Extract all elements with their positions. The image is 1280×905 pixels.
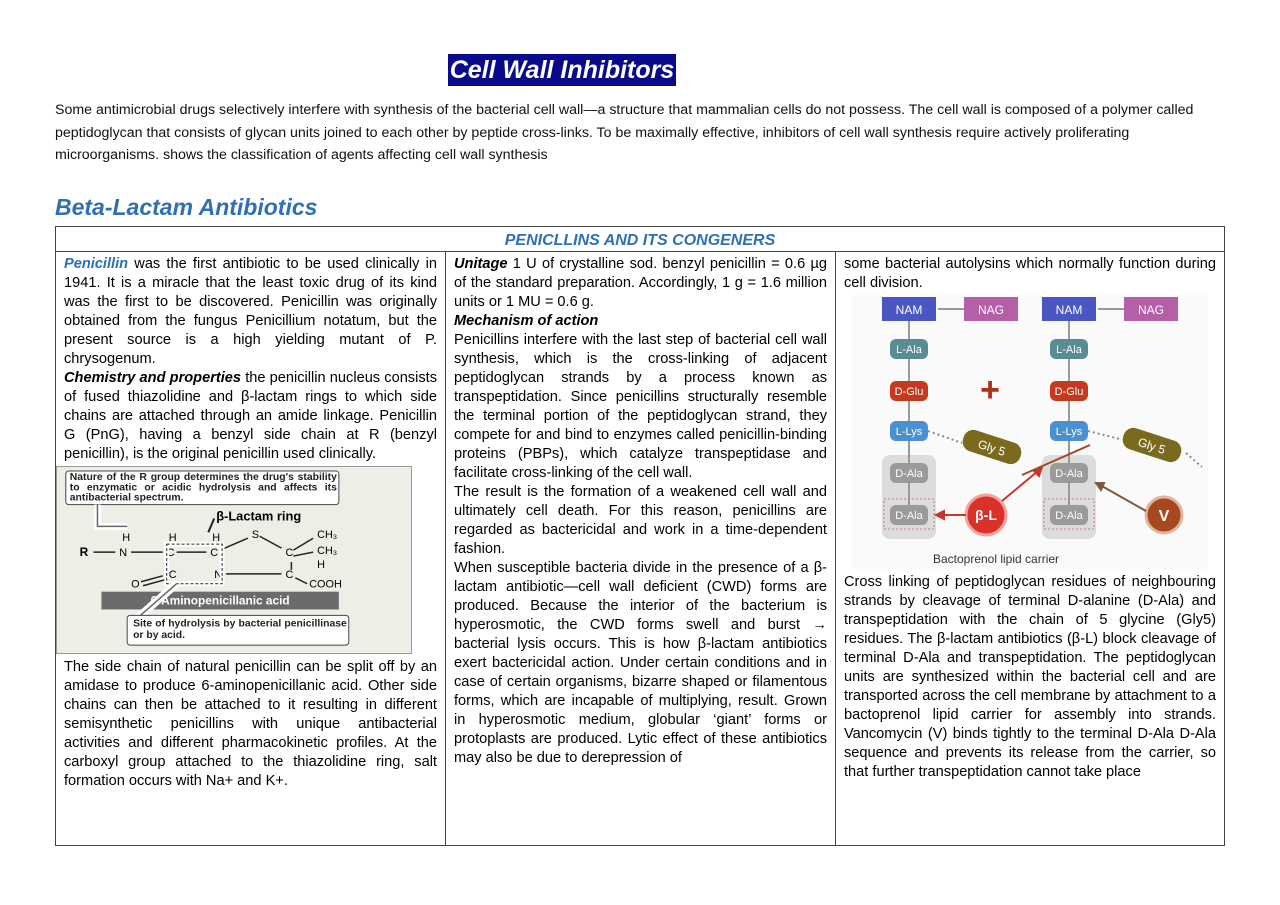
table-column-1 [56,252,446,845]
unitage-term: Unitage [454,256,508,272]
penicillin-paragraph [64,255,437,369]
atom-n-1: N [119,547,128,560]
callout-bottom-text: Site of hydrolysis by bacterial penicillinase or by acid. [133,617,347,642]
l-lys-label-1: L-Lys [895,426,923,438]
cwd-paragraph: When susceptible bacteria divide in the presence of a β-lactam antibiotic—cell wall deficient (CWD) forms are produced. Because the interior of the bacterium is hyperosmotic, the CWD forms swell and burst → bacterial lysis occurs. This is how β-lactam antibiotics exert bactericidal action. Under certain conditions and in case of certain organisms, bizarre shaped or filamentous forms, which are incapable of multiplying, result. Grown in hyperosmotic medium, globular ‘giant’ forms or protoplasts are produced. Lytic effect of these antibiotics may also be due to derepression of [454,560,827,766]
atom-c-1: C [166,547,175,560]
table-column-3 [836,252,1224,845]
nam-label-1: NAM [895,303,923,317]
unitage-text: 1 U of crystalline sod. benzyl penicillin = 0.6 µg of the standard preparation. Accordingly, 1 g = 1.6 million units or 1 MU = 0.6 g. [454,256,827,310]
l-lys-label-2: L-Lys [1055,426,1083,438]
nam-label-2: NAM [1055,303,1083,317]
chemistry-text: the penicillin nucleus consists of fused thiazolidine and β-lactam rings to which side chains are attached through an amide linkage. Penicillin G (PnG), having a benzyl side chain at R (benzyl penicillin), is the original penicillin used clinically. [64,370,437,462]
vancomycin-label: V [1158,508,1170,525]
callout-top-text: Nature of the R group determines the drug's stability to enzymatic or acidic hydrolysis and affects its antibacterial spectrum. [69,471,337,504]
beta-lactam-label: β-L [975,507,997,523]
penicillin-structure-figure [56,466,412,654]
beta-lactam-ring-label: β-Lactam ring [216,508,302,524]
l-ala-label-2: L-Ala [1056,344,1082,356]
atom-h-4: H [317,558,325,571]
atom-c-2: C [210,547,219,560]
autolysin-paragraph: some bacterial autolysins which normally function during cell division. [844,256,1216,291]
mechanism-paragraph: Penicillins interfere with the last step of bacterial cell wall synthesis, which is the cross-linking of adjacent peptidoglycan strands by a process known as transpeptidation. Since penicillins structurally resemble the terminal portion of the peptidoglycan strand, they compete for and bind to enzymes called penicillin-binding proteins (PBPs), which catalyze transpeptidase and facilitate cross-linking of the cell wall. [454,332,827,481]
result-paragraph: The result is the formation of a weakened cell wall and ultimately cell death. For this reason, penicillins are regarded as bactericidal and work in a time-dependent fashion. [454,484,827,557]
terminal-d-ala-label-1: D-Ala [895,510,923,522]
atom-ch3-2: CH₃ [317,545,338,558]
page-title: Cell Wall Inhibitors [449,56,675,84]
penicillin-text: was the first antibiotic to be used clinically in 1941. It is a miracle that the least toxic drug of its kind was the first to be discovered. Penicillin was originally obtained from the fungus Penicillium notatum, but the present source is a high yielding mutant of P. chrysogenum. [64,256,437,367]
d-glu-label-1: D-Glu [894,386,924,398]
section-heading: Beta-Lactam Antibiotics [55,194,318,220]
acid-label: 6-Aminopenicillanic acid [150,593,290,608]
d-ala-label-1: D-Ala [895,468,923,480]
bactoprenol-caption: Bactoprenol lipid carrier [932,552,1060,566]
plus-sign: + [980,371,1000,409]
congeners-table [55,226,1225,846]
chemistry-paragraph [64,369,437,464]
atom-s: S [251,529,260,542]
gly5-label-1: Gly 5 [976,436,1008,459]
d-glu-label-2: D-Glu [1054,386,1084,398]
atom-c-5: C [285,568,294,581]
atom-cooh: COOH [309,578,342,591]
penicillin-term: Penicillin [64,256,129,272]
unitage-paragraph [454,255,827,312]
atom-n-2: N [214,568,223,581]
nag-label-2: NAG [1137,303,1165,317]
atom-c-4: C [168,568,177,581]
side-chain-paragraph: The side chain of natural penicillin can be split off by an amidase to produce 6-aminopenicillanic acid. Other side chains can then be attached to it resulting in different semisynthetic penicillins with unique antibacterial activities and different pharmacokinetic profiles. At the carboxyl group attached to the thiazolidine ring, salt formation occurs with Na+ and K+. [64,659,437,789]
l-ala-label-1: L-Ala [896,344,922,356]
mechanism-heading: Mechanism of action [454,313,599,329]
table-heading: PENICLLINS AND ITS CONGENERS [56,227,1224,252]
atom-o: O [131,578,140,591]
title-wrap [0,54,1124,86]
peptidoglycan-crosslink-figure [852,295,1208,569]
intro-paragraph: Some antimicrobial drugs selectively interfere with synthesis of the bacterial cell wall—a structure that mammalian cells do not possess. The cell wall is composed of a polymer called peptidoglycan that consists of glycan units joined to each other by peptide cross-links. To be maximally effective, inhibitors of cell wall synthesis require actively proliferating microorganisms. shows the classification of agents affecting cell wall synthesis [55,102,1194,163]
atom-h-1: H [122,532,131,545]
gly5-label-2: Gly 5 [1136,434,1168,457]
chemistry-term: Chemistry and properties [64,370,242,386]
atom-ch3-1: CH₃ [317,529,338,542]
crosslink-paragraph: Cross linking of peptidoglycan residues of neighbouring strands by cleavage of terminal D-alanine (D-Ala) and transpeptidation with the chain of 5 glycine (Gly5) residues. The β-lactam antibiotics (β-L) block cleavage of terminal D-Ala and transpeptidation. The peptidoglycan units are synthesized within the bacterial cell and are transported across the cell membrane by attachment to a bactoprenol lipid carrier for assembly into strands. Vancomycin (V) binds tightly to the terminal D-Ala D-Ala sequence and prevents its release from the carrier, so that further transpeptidation cannot take place [844,574,1216,780]
atom-r: R [79,545,89,560]
table-column-2 [446,252,836,845]
atom-h-2: H [168,532,177,545]
terminal-d-ala-label-2: D-Ala [1055,510,1083,522]
atom-h-3: H [212,532,221,545]
nag-label-1: NAG [977,303,1005,317]
d-ala-label-2: D-Ala [1055,468,1083,480]
atom-c-3: C [285,547,294,560]
